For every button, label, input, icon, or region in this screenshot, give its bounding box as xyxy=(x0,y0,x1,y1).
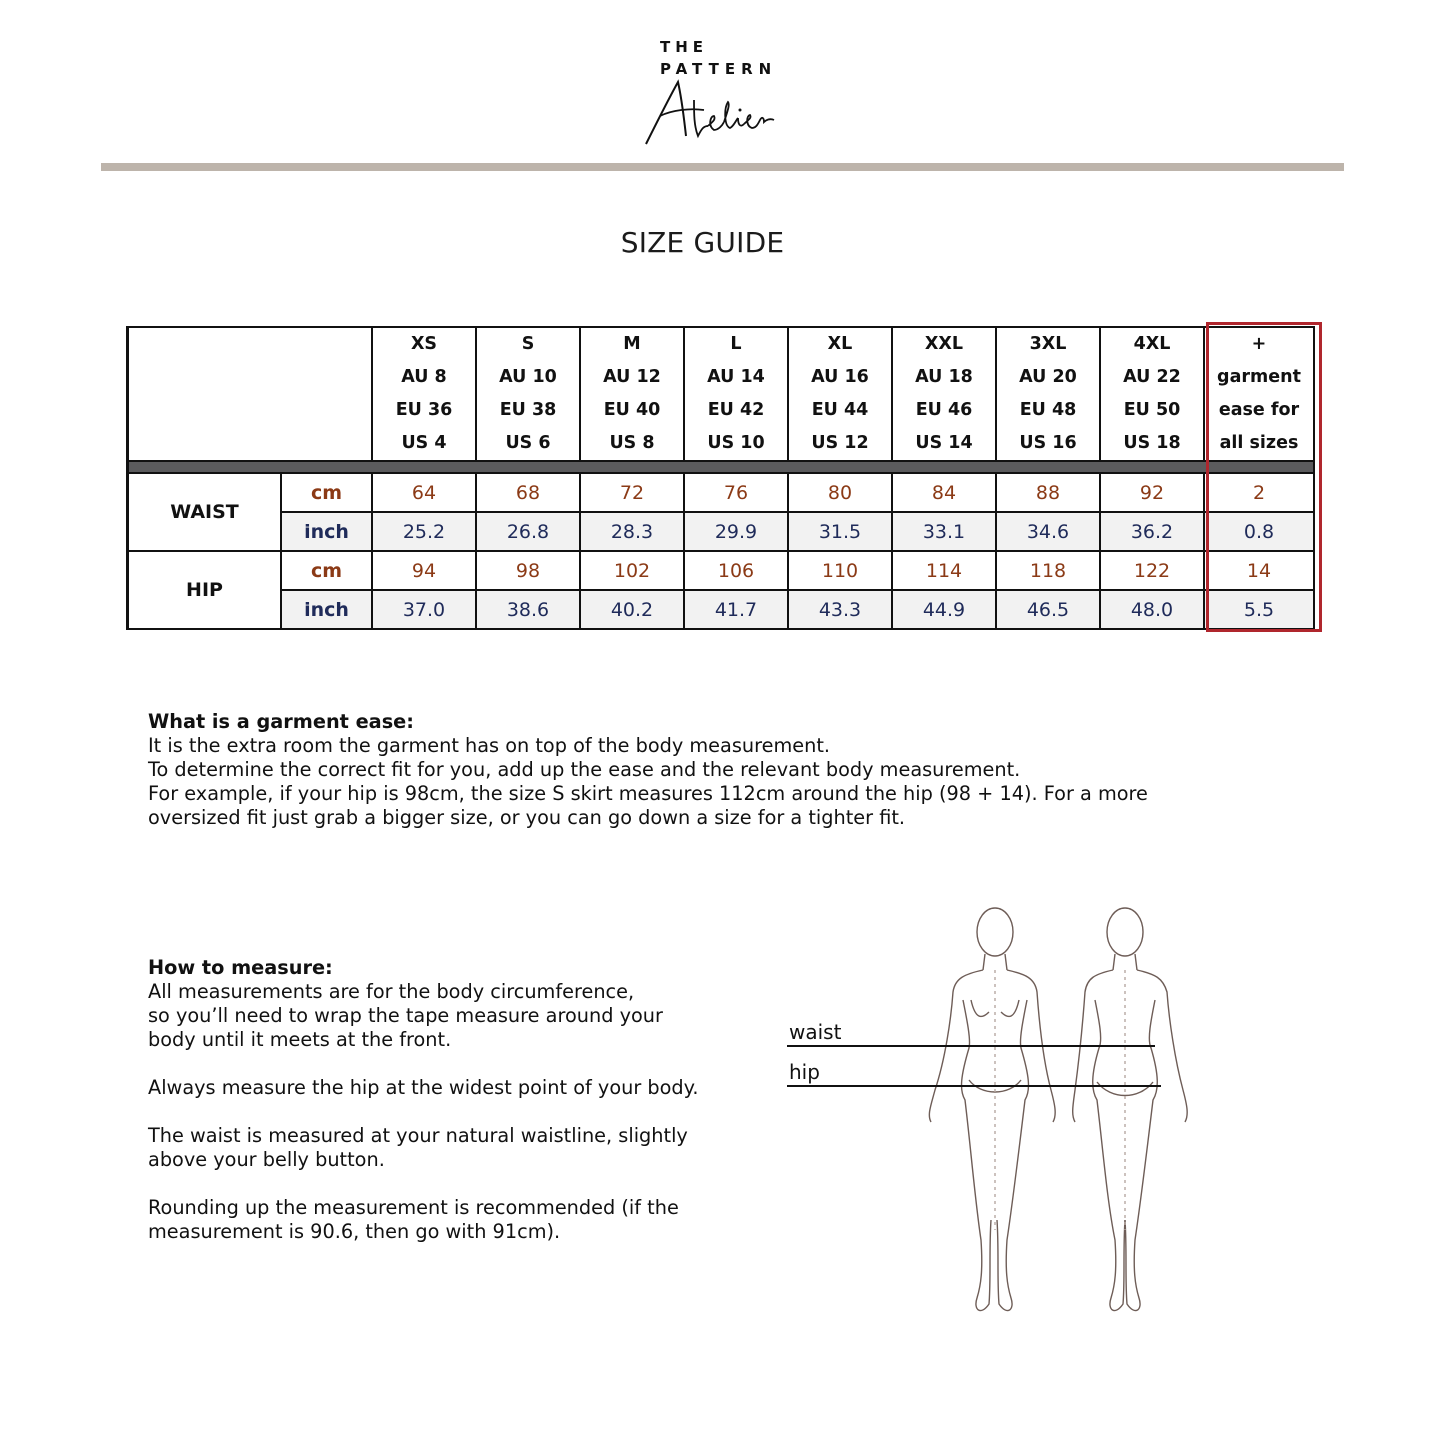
table-cell: 48.0 xyxy=(1100,590,1204,629)
paragraph-line: oversized fit just grab a bigger size, or you can go down a size for a tighter fit. xyxy=(148,806,906,829)
size-eu: EU 42 xyxy=(707,400,765,420)
unit-cm: cm xyxy=(281,473,372,512)
paragraph-line: measurement is 90.6, then go with 91cm). xyxy=(148,1220,561,1243)
size-label: 4XL xyxy=(1133,334,1171,354)
table-cell: 26.8 xyxy=(476,512,580,551)
table-cell: 114 xyxy=(892,551,996,590)
size-au: AU 14 xyxy=(707,367,765,387)
table-cell: 68 xyxy=(476,473,580,512)
body-figures-illustration xyxy=(785,900,1205,1330)
table-cell: 29.9 xyxy=(684,512,788,551)
atelier-script-logo xyxy=(638,70,778,150)
table-cell: 40.2 xyxy=(580,590,684,629)
size-label: XL xyxy=(827,334,853,354)
paragraph-line: Rounding up the measurement is recommended (if the xyxy=(148,1196,679,1219)
table-cell: 44.9 xyxy=(892,590,996,629)
size-eu: EU 50 xyxy=(1123,400,1181,420)
size-label: XXL xyxy=(924,334,964,354)
waist-inch-row xyxy=(128,512,1315,551)
size-label: M xyxy=(623,334,641,354)
size-au: AU 12 xyxy=(603,367,661,387)
table-cell: 72 xyxy=(580,473,684,512)
unit-cm: cm xyxy=(281,551,372,590)
unit-inch: inch xyxy=(281,512,372,551)
size-eu: EU 46 xyxy=(915,400,973,420)
paragraph-line: All measurements are for the body circumference, xyxy=(148,980,635,1003)
section-heading: How to measure: xyxy=(148,956,333,979)
size-au: AU 16 xyxy=(811,367,869,387)
size-us: US 4 xyxy=(401,433,447,453)
size-header-l xyxy=(684,327,788,461)
header-separator xyxy=(128,461,1315,473)
table-cell: 106 xyxy=(684,551,788,590)
table-cell: 84 xyxy=(892,473,996,512)
size-eu: EU 36 xyxy=(395,400,453,420)
size-au: AU 10 xyxy=(499,367,557,387)
ease-line-all-sizes: all sizes xyxy=(1219,433,1299,453)
size-eu: EU 44 xyxy=(811,400,869,420)
ease-line-ease-for: ease for xyxy=(1218,400,1300,420)
size-header-4xl xyxy=(1100,327,1204,461)
header-divider xyxy=(101,163,1344,171)
waist-cm-row xyxy=(128,473,1315,512)
measure-label-hip: HIP xyxy=(128,551,282,629)
page-title: SIZE GUIDE xyxy=(620,226,785,259)
ease-cell: 14 xyxy=(1204,551,1314,590)
paragraph-line: above your belly button. xyxy=(148,1148,385,1171)
ease-cell: 2 xyxy=(1204,473,1314,512)
size-au: AU 20 xyxy=(1019,367,1077,387)
size-label: 3XL xyxy=(1029,334,1067,354)
how-to-measure-section xyxy=(148,956,748,1244)
size-us: US 12 xyxy=(811,433,869,453)
size-label: XS xyxy=(410,334,438,354)
size-eu: EU 48 xyxy=(1019,400,1077,420)
table-cell: 38.6 xyxy=(476,590,580,629)
size-us: US 14 xyxy=(915,433,973,453)
table-cell: 98 xyxy=(476,551,580,590)
paragraph-line: It is the extra room the garment has on top of the body measurement. xyxy=(148,734,831,757)
table-cell: 122 xyxy=(1100,551,1204,590)
size-eu: EU 38 xyxy=(499,400,557,420)
table-cell: 37.0 xyxy=(372,590,476,629)
ease-cell: 5.5 xyxy=(1204,590,1314,629)
table-cell: 31.5 xyxy=(788,512,892,551)
size-label: S xyxy=(521,334,535,354)
size-us: US 18 xyxy=(1123,433,1181,453)
table-cell: 64 xyxy=(372,473,476,512)
size-eu: EU 40 xyxy=(603,400,661,420)
measurement-figures xyxy=(785,900,1205,1330)
paragraph-line: The waist is measured at your natural waistline, slightly xyxy=(148,1124,688,1147)
table-corner xyxy=(128,327,373,461)
table-cell: 76 xyxy=(684,473,788,512)
ease-line-garment: garment xyxy=(1217,367,1301,387)
table-cell: 118 xyxy=(996,551,1100,590)
size-header-xs xyxy=(372,327,476,461)
section-heading: What is a garment ease: xyxy=(148,710,414,733)
size-header-3xl xyxy=(996,327,1100,461)
table-cell: 94 xyxy=(372,551,476,590)
table-cell: 34.6 xyxy=(996,512,1100,551)
table-cell: 46.5 xyxy=(996,590,1100,629)
ease-header xyxy=(1204,327,1314,461)
table-cell: 41.7 xyxy=(684,590,788,629)
brand-line-the: THE xyxy=(660,38,709,56)
size-header-row xyxy=(128,327,1315,461)
unit-inch: inch xyxy=(281,590,372,629)
size-header-xl xyxy=(788,327,892,461)
size-header-m xyxy=(580,327,684,461)
size-us: US 6 xyxy=(505,433,551,453)
hip-inch-row xyxy=(128,590,1315,629)
hip-cm-row xyxy=(128,551,1315,590)
paragraph-line: Always measure the hip at the widest point of your body. xyxy=(148,1076,699,1099)
paragraph-line: For example, if your hip is 98cm, the size S skirt measures 112cm around the hip (98 + 14). For a more xyxy=(148,782,1148,805)
brand-logo xyxy=(600,34,840,154)
size-label: L xyxy=(730,334,742,354)
size-us: US 8 xyxy=(609,433,655,453)
table-cell: 88 xyxy=(996,473,1100,512)
table-cell: 92 xyxy=(1100,473,1204,512)
table-cell: 28.3 xyxy=(580,512,684,551)
ease-cell: 0.8 xyxy=(1204,512,1314,551)
paragraph-line: so you’ll need to wrap the tape measure around your xyxy=(148,1004,663,1027)
ease-plus: + xyxy=(1251,334,1267,354)
table-cell: 102 xyxy=(580,551,684,590)
size-table xyxy=(126,326,1315,630)
size-au: AU 8 xyxy=(401,367,447,387)
table-cell: 33.1 xyxy=(892,512,996,551)
size-us: US 10 xyxy=(707,433,765,453)
table-cell: 43.3 xyxy=(788,590,892,629)
table-cell: 80 xyxy=(788,473,892,512)
size-header-xxl xyxy=(892,327,996,461)
size-au: AU 22 xyxy=(1123,367,1181,387)
hip-label: hip xyxy=(789,1060,820,1084)
size-header-s xyxy=(476,327,580,461)
paragraph-line: body until it meets at the front. xyxy=(148,1028,452,1051)
table-cell: 25.2 xyxy=(372,512,476,551)
table-cell: 110 xyxy=(788,551,892,590)
table-cell: 36.2 xyxy=(1100,512,1204,551)
paragraph-line: To determine the correct fit for you, add up the ease and the relevant body measurement. xyxy=(148,758,1021,781)
size-us: US 16 xyxy=(1019,433,1077,453)
measure-label-waist: WAIST xyxy=(128,473,282,551)
garment-ease-section xyxy=(148,710,1248,830)
brand-line-pattern: PATTERN xyxy=(660,60,778,78)
size-au: AU 18 xyxy=(915,367,973,387)
waist-label: waist xyxy=(789,1020,842,1044)
